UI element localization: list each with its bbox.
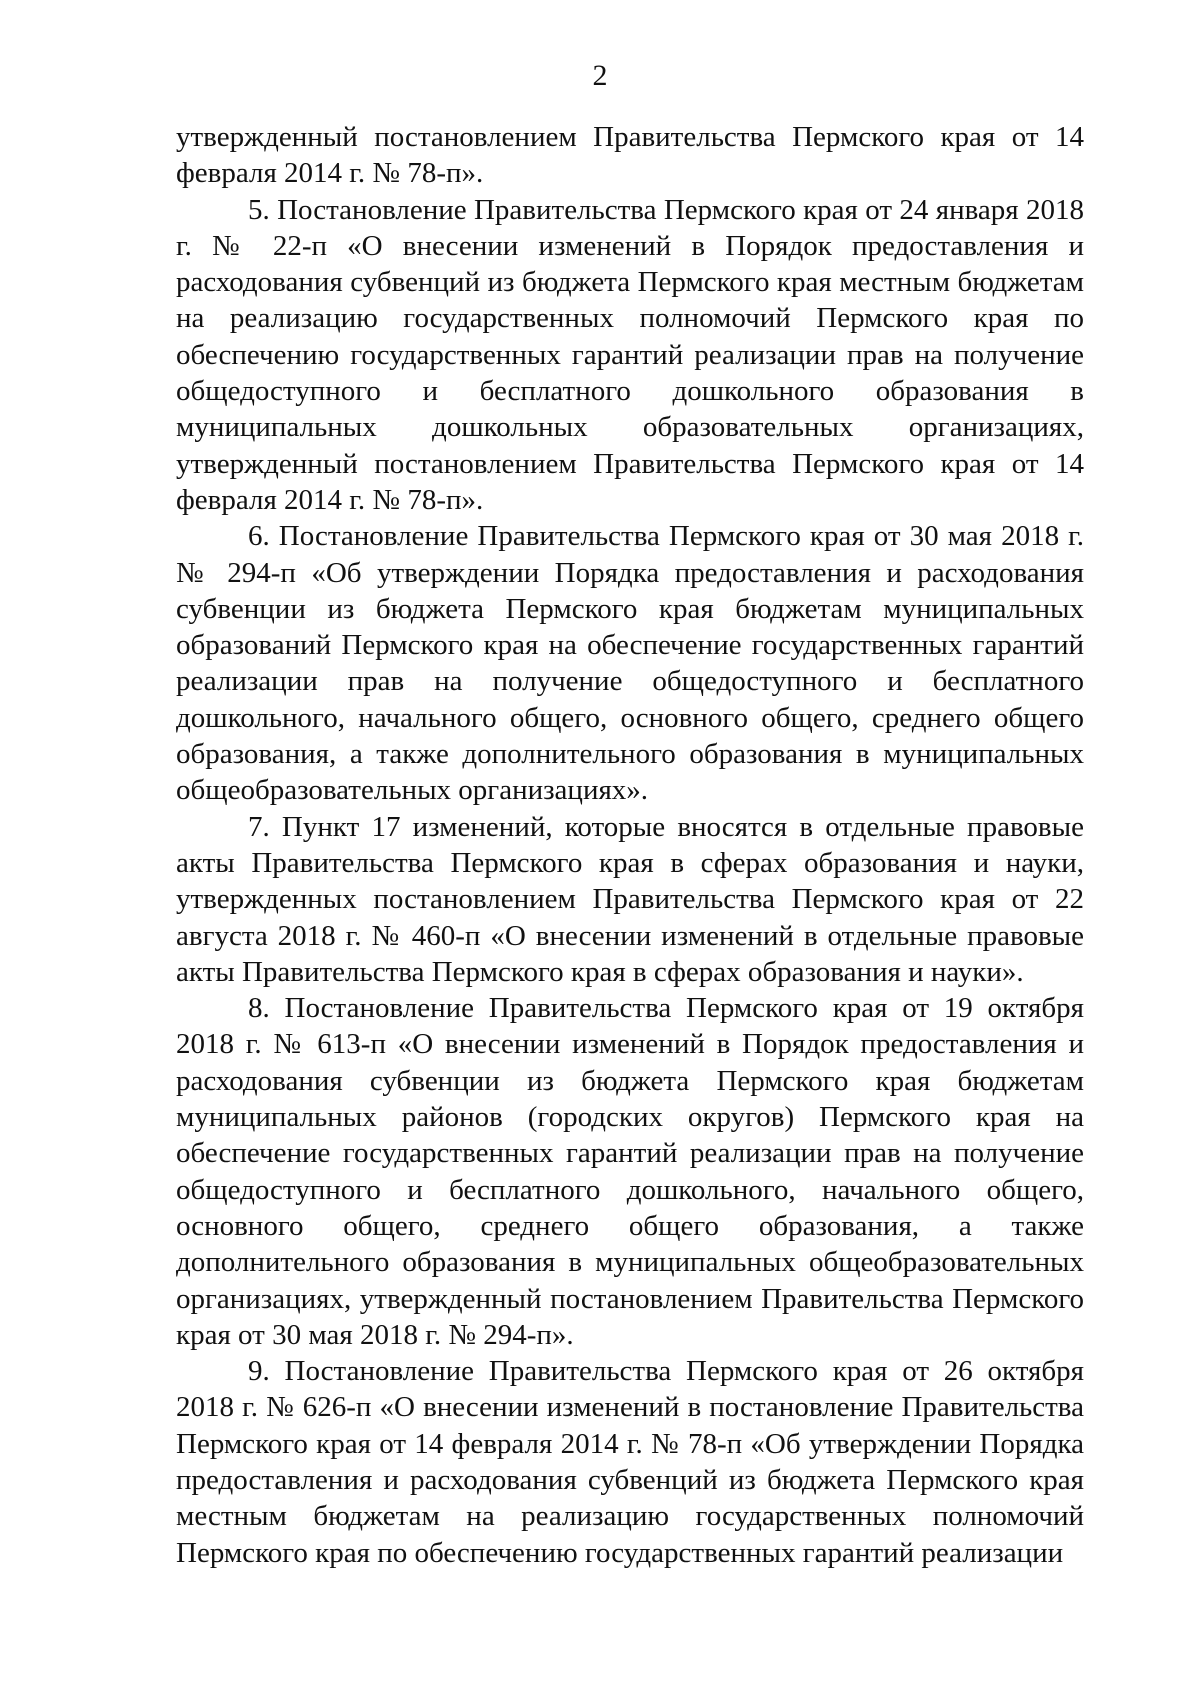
paragraph-item-5: 5. Постановление Правительства Пермского края от 24 января 2018 г. № 22-п «О внесении изменений в Порядок предоставления и расходования субвенций из бюджета Пермского края местным бюджетам на реализацию государственных полномочий Пермского края по обеспечению государственных гарантий реализации прав на получение общедоступного и бесплатного дошкольного образования в муниципальных дошкольных образовательных организациях, утвержденный постановлением Правительства Пермского края от 14 февраля 2014 г. № 78-п».	[176, 193, 1084, 516]
page-number: 2	[592, 59, 608, 92]
paragraph-item-9: 9. Постановление Правительства Пермского края от 26 октября 2018 г. № 626-п «О внесении изменений в постановление Правительства Пермского края от 14 февраля 2014 г. № 78-п «Об утверждении Порядка предоставления и расходования субвенций из бюджета Пермского края местным бюджетам на реализацию государственных полномочий Пермского края по обеспечению государственных гарантий реализации	[176, 1355, 1084, 1569]
paragraph-item-6: 6. Постановление Правительства Пермского края от 30 мая 2018 г. № 294-п «Об утверждении Порядка предоставления и расходования субвенции из бюджета Пермского края бюджетам муниципальных образований Пермского края на обеспечение государственных гарантий реализации прав на получение общедоступного и бесплатного дошкольного, начального общего, основного общего, среднего общего образования, а также дополнительного образования в муниципальных общеобразовательных организациях».	[176, 520, 1084, 807]
paragraph-continuation: утвержденный постановлением Правительства Пермского края от 14 февраля 2014 г. № 78-п».	[176, 121, 1084, 190]
paragraph-item-8: 8. Постановление Правительства Пермского края от 19 октября 2018 г. № 613-п «О внесении изменений в Порядок предоставления и расходования субвенции из бюджета Пермского края бюджетам муниципальных районов (городских округов) Пермского края на обеспечение государственных гарантий реализации прав на получение общедоступного и бесплатного дошкольного, начального общего, основного общего, среднего общего образования, а также дополнительного образования в муниципальных общеобразовательных организациях, утвержденный постановлением Правительства Пермского края от 30 мая 2018 г. № 294-п».	[176, 992, 1084, 1351]
paragraph-item-7: 7. Пункт 17 изменений, которые вносятся в отдельные правовые акты Правительства Пермского края в сферах образования и науки, утвержденных постановлением Правительства Пермского края от 22 августа 2018 г. № 460-п «О внесении изменений в отдельные правовые акты Правительства Пермского края в сферах образования и науки».	[176, 810, 1084, 988]
document-body	[176, 119, 1084, 1571]
